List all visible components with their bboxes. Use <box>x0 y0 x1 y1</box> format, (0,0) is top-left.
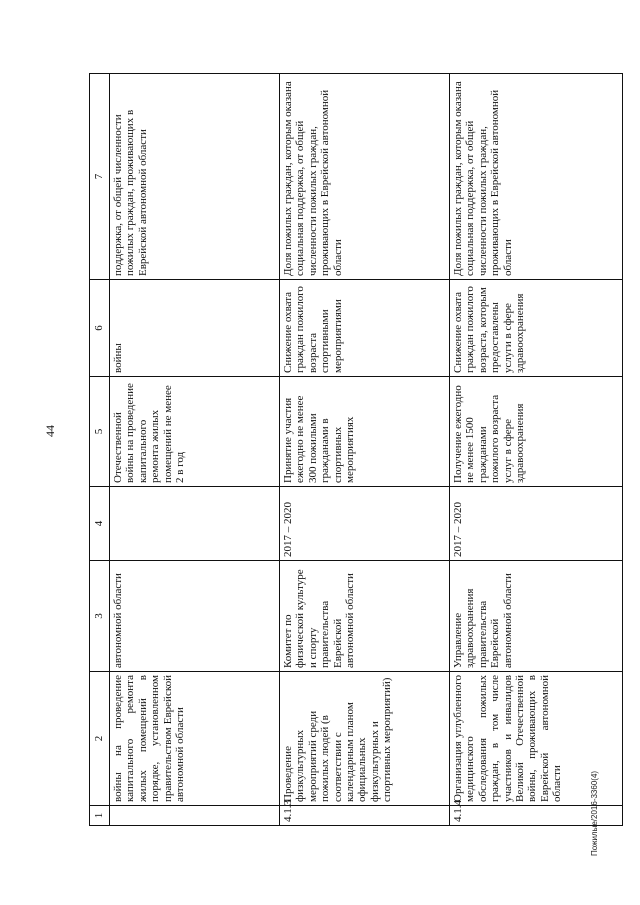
row-number-cell: 4.1.4 <box>450 806 623 826</box>
document-stamp: Пожилые/2016-3360(4) <box>590 770 599 856</box>
period-cell <box>110 487 280 561</box>
column-header: 6 <box>90 280 110 377</box>
measure-name-cell: Проведение физкультурных мероприятий среди пожилых людей (в соответствии с календарным планом официальных физкультурных и спортивных мероприятий) <box>280 672 450 806</box>
responsible-cell: Комитет по физической культуре и спорту правительства Еврейской автономной области <box>280 561 450 672</box>
indicator-cell: поддержка, от общей численности пожилых граждан, проживающих в Еврейской автономной области <box>110 74 280 280</box>
measures-table <box>89 73 623 826</box>
column-header: 4 <box>90 487 110 561</box>
row-number-cell: 4.1.3 <box>280 806 450 826</box>
rotated-table-container <box>89 74 622 826</box>
indicator-cell: Доля пожилых граждан, которым оказана социальная поддержка, от общей численности пожилых граждан, проживающих в Еврейской автономной области <box>450 74 623 280</box>
column-header: 7 <box>90 74 110 280</box>
column-header: 5 <box>90 377 110 487</box>
indicator-cell: Доля пожилых граждан, которым оказана социальная поддержка, от общей численности пожилых граждан, проживающих в Еврейской автономной области <box>280 74 450 280</box>
responsible-cell: автономной области <box>110 561 280 672</box>
page-number: 44 <box>43 425 57 437</box>
table-row <box>280 74 450 826</box>
row-number-cell <box>110 806 280 826</box>
header-row <box>90 74 110 826</box>
measure-name-cell: Организация углубленного медицинского обследования пожилых граждан, в том числе участников и инвалидов Великой Отечественной войны, проживающих в Еврейской автономной области <box>450 672 623 806</box>
expected-result-cell: Отечественной войны на проведение капитального ремонта жилых помещений не менее 2 в год <box>110 377 280 487</box>
measure-name-cell: войны на проведение капитального ремонта жилых помещений в порядке, установленном правительством Еврейской автономной области <box>110 672 280 806</box>
column-header: 2 <box>90 672 110 806</box>
consequence-cell: Снижение охвата граждан пожилого возраста, которым предоставлены услуги в сфере здравоохранения <box>450 280 623 377</box>
column-header: 1 <box>90 806 110 826</box>
consequence-cell: войны <box>110 280 280 377</box>
table-row <box>110 74 280 826</box>
expected-result-cell: Получение ежегодно не менее 1500 гражданами пожилого возраста услуг в сфере здравоохранения <box>450 377 623 487</box>
table-row <box>450 74 623 826</box>
column-header: 3 <box>90 561 110 672</box>
period-cell: 2017 – 2020 <box>280 487 450 561</box>
expected-result-cell: Принятие участия ежегодно не менее 300 пожилыми гражданами в спортивных мероприятиях <box>280 377 450 487</box>
period-cell: 2017 – 2020 <box>450 487 623 561</box>
consequence-cell: Снижение охвата граждан пожилого возраста спортивными мероприятиями <box>280 280 450 377</box>
responsible-cell: Управление здравоохранения правительства Еврейской автономной области <box>450 561 623 672</box>
